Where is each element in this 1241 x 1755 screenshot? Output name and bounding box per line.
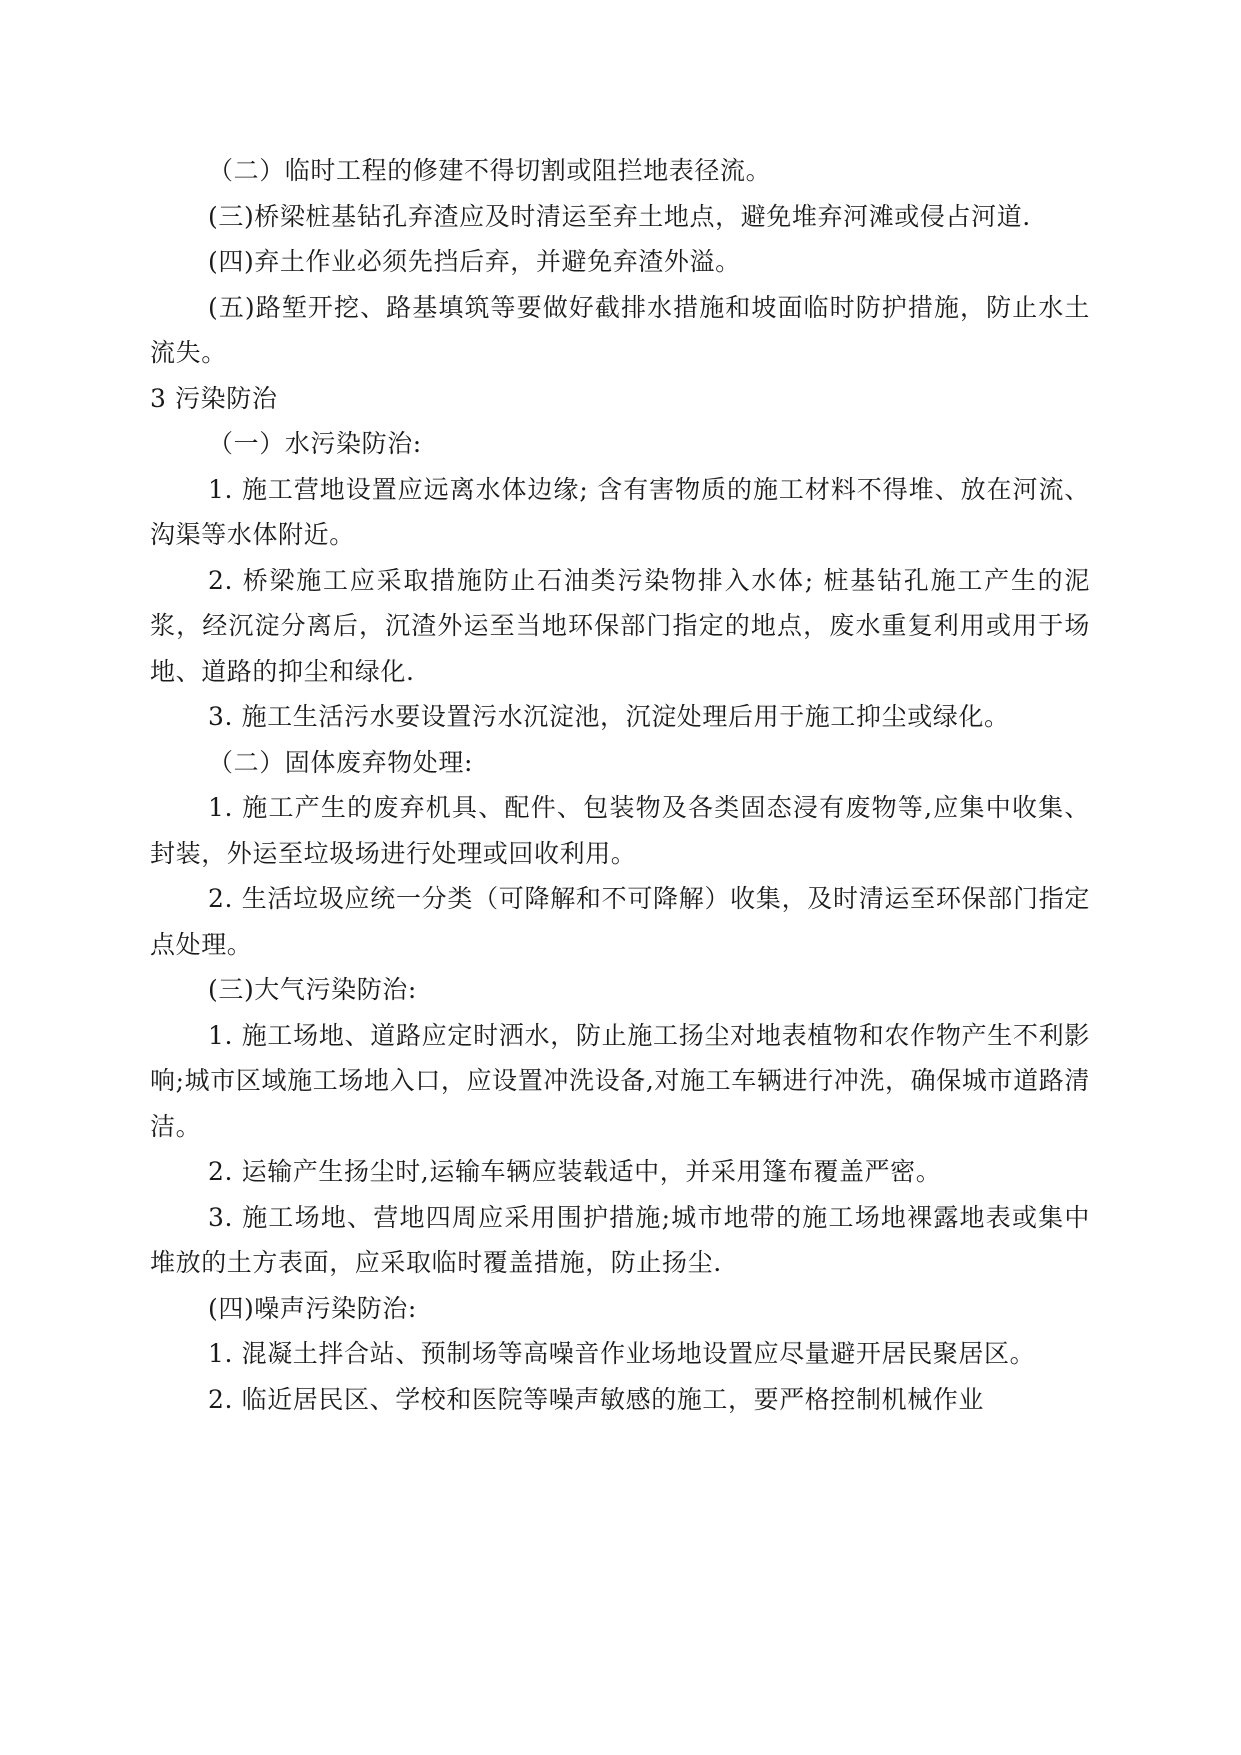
paragraph-temporary-works: （二）临时工程的修建不得切割或阻拦地表径流。 xyxy=(208,156,772,185)
paragraph-solid-item-2: 2. 生活垃圾应统一分类（可降解和不可降解）收集，及时清运至环保部门指定点处理。 xyxy=(150,884,1090,959)
paragraph-air-item-1: 1. 施工场地、道路应定时洒水，防止施工扬尘对地表植物和农作物产生不利影响;城市区域施工场地入口，应设置冲洗设备,对施工车辆进行冲洗，确保城市道路清洁。 xyxy=(150,1020,1090,1141)
subheading-water-pollution: （一）水污染防治: xyxy=(208,429,422,458)
paragraph-pile-drilling-spoil: (三)桥梁桩基钻孔弃渣应及时清运至弃土地点，避免堆弃河滩或侵占河道. xyxy=(208,201,1031,231)
paragraph-noise-item-2: 2. 临近居民区、学校和医院等噪声敏感的施工，要严格控制机械作业 xyxy=(208,1384,985,1414)
paragraph-spoil-operation: (四)弃土作业必须先挡后弃，并避免弃渣外溢。 xyxy=(208,247,741,276)
paragraph-air-item-2: 2. 运输产生扬尘时,运输车辆应装载适中，并采用篷布覆盖严密。 xyxy=(208,1157,942,1186)
subheading-noise-pollution: (四)噪声污染防治: xyxy=(208,1293,417,1323)
paragraph-cutting-filling: (五)路堑开挖、路基填筑等要做好截排水措施和坡面临时防护措施，防止水土流失。 xyxy=(150,292,1090,367)
paragraph-water-item-3: 3. 施工生活污水要设置污水沉淀池，沉淀处理后用于施工抑尘或绿化。 xyxy=(208,702,1010,731)
subheading-solid-waste: （二）固体废弃物处理: xyxy=(208,747,474,777)
paragraph-water-item-2: 2. 桥梁施工应采取措施防止石油类污染物排入水体; 桩基钻孔施工产生的泥浆，经沉淀分离后，沉渣外运至当地环保部门指定的地点，废水重复利用或用于场地、道路的抑尘和绿化. xyxy=(150,565,1090,686)
document-body xyxy=(150,148,1090,1422)
paragraph-noise-item-1: 1. 混凝土拌合站、预制场等高噪音作业场地设置应尽量避开居民聚居区。 xyxy=(208,1339,1036,1368)
subheading-air-pollution: (三)大气污染防治: xyxy=(208,975,417,1004)
paragraph-water-item-1: 1. 施工营地设置应远离水体边缘; 含有害物质的施工材料不得堆、放在河流、沟渠等水体附近。 xyxy=(150,474,1090,549)
section-heading-pollution-control: 3 污染防治 xyxy=(150,383,278,413)
paragraph-solid-item-1: 1. 施工产生的废弃机具、配件、包装物及各类固态浸有废物等,应集中收集、封装，外运至垃圾场进行处理或回收利用。 xyxy=(150,793,1090,868)
paragraph-air-item-3: 3. 施工场地、营地四周应采用围护措施;城市地带的施工场地裸露地表或集中堆放的土方表面，应采取临时覆盖措施，防止扬尘. xyxy=(150,1202,1090,1277)
